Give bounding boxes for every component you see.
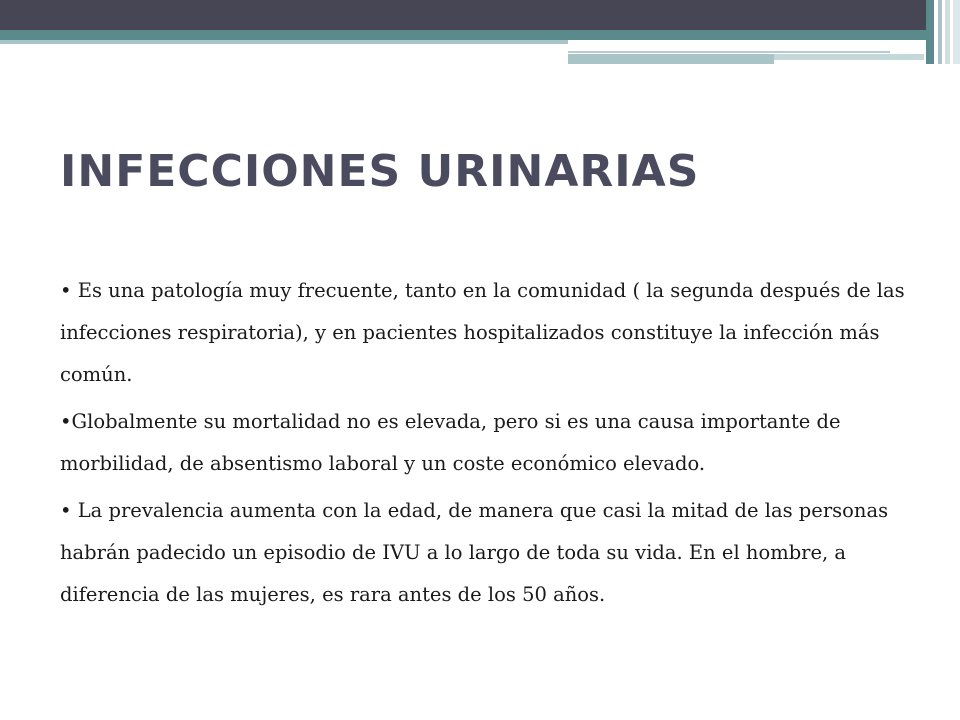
header-dark-bar: [0, 0, 960, 30]
header-light-bar-right: [568, 54, 774, 64]
slide-body: [60, 270, 920, 621]
bullet-text: Es una patología muy frecuente, tanto en la comunidad ( la segunda después de las infecciones respiratoria), y en pacientes hospitalizados constituye la infección más común.: [60, 279, 905, 386]
edge-stripe: [926, 0, 934, 64]
header-pale-bar-right: [774, 54, 924, 60]
header-divider-line: [568, 51, 890, 53]
header-light-bar-left: [0, 40, 568, 44]
slide-title: INFECCIONES URINARIAS: [60, 146, 700, 197]
bullet-text: Globalmente su mortalidad no es elevada, pero si es una causa importante de morbilidad, de absentismo laboral y un coste económico elevado.: [60, 410, 841, 475]
bullet-marker: •: [60, 410, 72, 433]
bullet-text: La prevalencia aumenta con la edad, de manera que casi la mitad de las personas habrán padecido un episodio de IVU a lo largo de toda su vida. En el hombre, a diferencia de las mujeres, es rara antes de los 50 años.: [60, 499, 889, 606]
bullet-paragraph: [60, 490, 920, 616]
bullet-marker: •: [60, 499, 72, 522]
edge-stripe: [953, 0, 960, 64]
bullet-marker: •: [60, 279, 72, 302]
bullet-paragraph: [60, 401, 920, 485]
header-teal-bar: [0, 30, 960, 40]
bullet-paragraph: [60, 270, 920, 396]
